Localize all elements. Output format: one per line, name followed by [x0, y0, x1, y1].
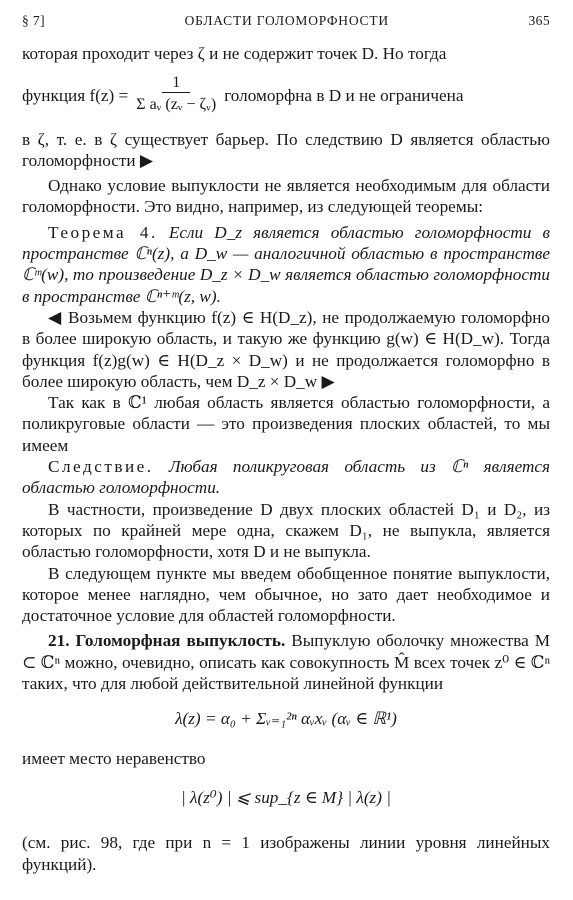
fraction-denominator: Σ aᵥ (zᵥ − ζᵥ)	[136, 96, 217, 114]
paragraph: В частности, произведение D двух плоских областей D₁ и D₂, из которых по крайней мере одна, скажем D₁, не выпукла, является областью голоморфности, хотя D и не выпукла.	[22, 499, 550, 562]
formula-text: голоморфна в D и не ограничена	[224, 85, 464, 105]
theorem-label: Теорема 4.	[48, 222, 158, 242]
running-title: ОБЛАСТИ ГОЛОМОРФНОСТИ	[184, 13, 389, 28]
paragraph: которая проходит через ζ и не содержит точек D. Но тогда	[22, 44, 447, 64]
paragraph: в ζ, т. е. в ζ существует барьер. По следствию D является областью голоморфности ▶	[22, 129, 550, 170]
running-header	[22, 10, 550, 31]
section-text: Выпуклую оболочку множества M ⊂ ℂⁿ можно, очевидно, описать как совокупность M̂ всех точек z⁰ ∈ ℂⁿ таких, что для любой действительной линейной функции	[22, 631, 551, 694]
proof: ◀ Возьмем функцию f(z) ∈ H(D_z), не продолжаемую голоморфно в более широкую область, и такую же функцию g(w) ∈ H(D_w). Тогда функция f(z)g(w) ∈ H(D_z × D_w) и не продолжается голоморфно в более широкую область, чем D_z × D_w ▶	[22, 307, 550, 391]
equation-linear-function: λ(z) = α₀ + Σᵥ₌₁²ⁿ αᵥxᵥ (αᵥ ∈ ℝ¹)	[175, 709, 397, 729]
paragraph: Так как в ℂ¹ любая область является областью голоморфности, а поликруговые области — это произведения плоских областей, то мы имеем	[22, 393, 550, 455]
fraction-numerator: 1	[162, 74, 190, 93]
corollary-label: Следствие.	[48, 457, 154, 477]
corollary	[22, 456, 550, 499]
formula-text: функция f(z) =	[22, 85, 129, 105]
paragraph: Однако условие выпуклости не является необходимым для области голоморфности. Это видно, например, из следующей теоремы:	[22, 176, 550, 217]
section-heading: 21. Голоморфная выпуклость.	[48, 631, 286, 651]
paragraph: имеет место неравенство	[22, 748, 206, 768]
corollary-text: Любая поликруговая область из ℂⁿ является областью голоморфности.	[22, 457, 550, 498]
book-page	[22, 10, 550, 875]
page-number: 365	[528, 13, 550, 28]
fraction	[136, 74, 216, 117]
equation-inequality: | λ(z⁰) | ⩽ sup_{z ∈ M} | λ(z) |	[181, 787, 391, 807]
theorem	[22, 222, 550, 307]
formula-line	[22, 67, 550, 125]
paragraph: В следующем пункте мы введем обобщенное понятие выпуклости, которое менее наглядно, чем обычное, но зато дает необходимое и достаточное условие для областей голоморфности.	[22, 563, 550, 626]
theorem-text: Если D_z является областью голоморфности в пространстве ℂⁿ(z), а D_w — аналогичной областью в пространстве ℂᵐ(w), то произведение D_z × D_w является областью голоморфности в пространстве ℂⁿ⁺ᵐ(z, w).	[22, 222, 550, 306]
paragraph: (см. рис. 98, где при n = 1 изображены линии уровня линейных функций).	[22, 833, 550, 874]
section-mark: § 7]	[22, 13, 45, 28]
section-paragraph	[22, 630, 550, 694]
